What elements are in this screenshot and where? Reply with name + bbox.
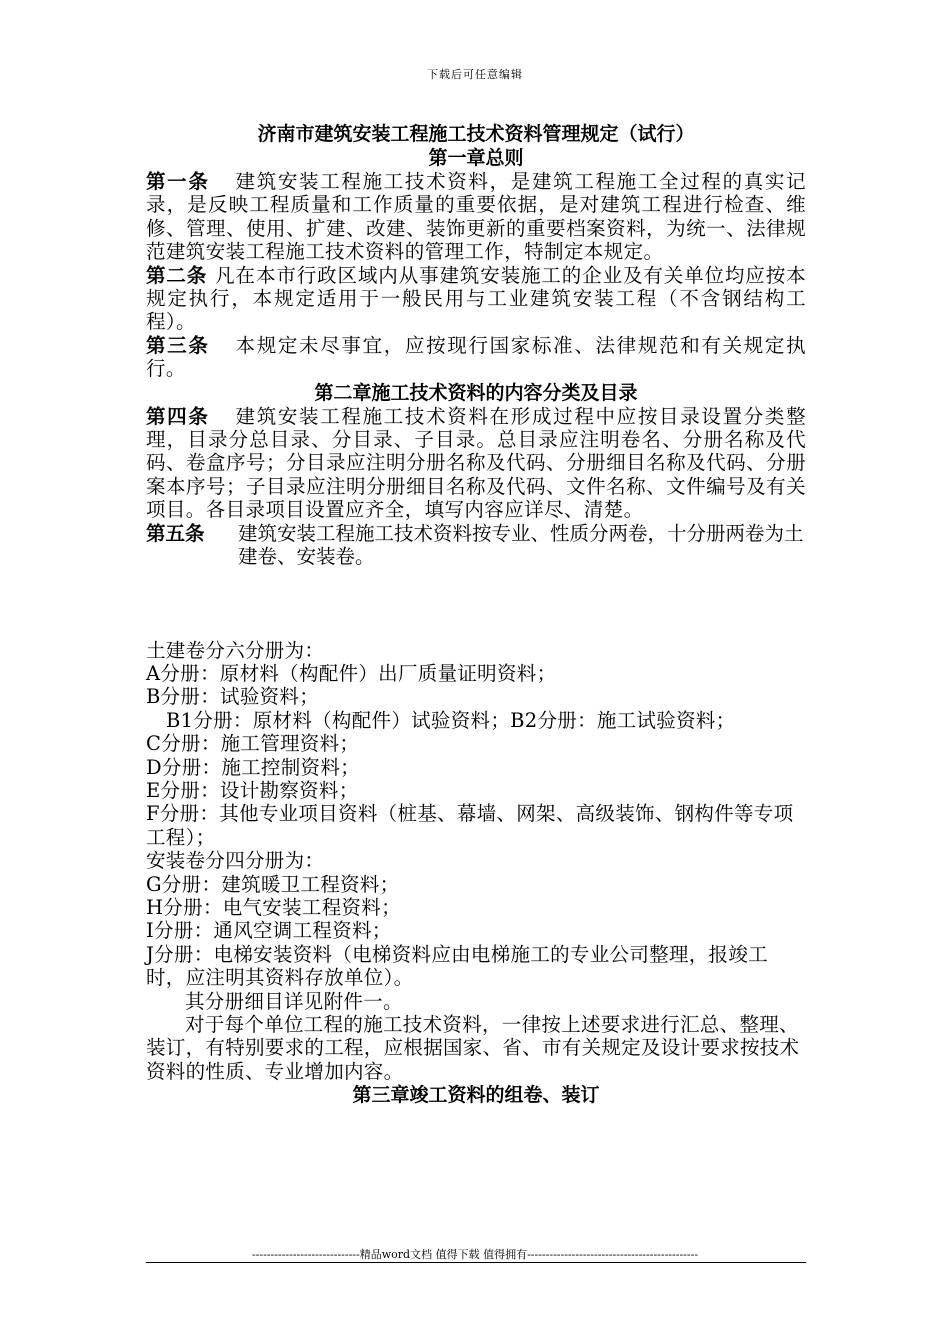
article-2-text: 凡在本市行政区域内从事建筑安装施工的企业及有关单位均应按本规定执行，本规定适用于一般民用与工业建筑安装工程（不含钢结构工程）。 [146,263,806,334]
footer-note: -----------------------------精品word文档 值得下载 值得拥有---------------------------------------------- [251,1248,699,1261]
document-title: 济南市建筑安装工程施工技术资料管理规定（试行） [257,123,695,145]
list-item-c: C分册：施工管理资料； [146,732,360,756]
article-1 [146,170,806,264]
chapter-1-heading: 第一章总则 [428,147,524,169]
article-4 [146,405,806,522]
list-item-d: D分册：施工控制资料； [146,755,360,779]
list-item-j: J分册：电梯安装资料（电梯资料应由电梯施工的专业公司整理，报竣工时，应注明其资料存放单位）。 [146,942,768,990]
list-item-e: E分册：设计勘察资料； [146,778,359,802]
list-item-h: H分册：电气安装工程资料； [146,895,401,919]
detail-note: 其分册细目详见附件一。 [185,989,403,1013]
article-5-label: 第五条 [146,521,205,545]
article-5-text: 建筑安装工程施工技术资料按专业、性质分两卷，十分册两卷为土建卷、安装卷。 [238,521,804,569]
document-body [146,122,806,1107]
article-3-label: 第三条 [146,333,210,357]
article-4-label: 第四条 [146,404,210,428]
article-3-text: 本规定未尽事宜，应按现行国家标准、法律规范和有关规定执行。 [146,333,806,381]
article-3 [146,334,806,381]
header-note: 下载后可任意编辑 [427,68,523,81]
article-1-text: 建筑安装工程施工技术资料，是建筑工程施工全过程的真实记录，是反映工程质量和工作质量的重要依据，是对建筑工程进行检查、维修、管理、使用、扩建、改建、装饰更新的重要档案资料，为统一、法律规范建筑安装工程施工技术资料的管理工作，特制定本规定。 [146,170,806,264]
civil-volume-intro: 土建卷分六分册为： [146,638,325,662]
chapter-3-heading: 第三章竣工资料的组卷、装订 [352,1084,600,1107]
list-item-i: I分册：通风空调工程资料； [146,919,392,943]
list-item-f: F分册：其他专业项目资料（桩基、幕墙、网架、高级装饰、钢构件等专项工程）； [146,802,794,849]
summary-paragraph: 对于每个单位工程的施工技术资料，一律按上述要求进行汇总、整理、装订，有特别要求的工程，应根据国家、省、市有关规定及设计要求按技术资料的性质、专业增加内容。 [146,1013,800,1083]
article-2-label: 第二条 [146,263,208,287]
list-item-b1-b2: B1分册：原材料（构配件）试验资料；B2分册：施工试验资料； [166,708,736,732]
article-5 [146,522,806,569]
list-item-a: A分册：原材料（构配件）出厂质量证明资料； [146,661,557,685]
blank-space [146,569,806,639]
article-1-label: 第一条 [146,170,210,193]
article-4-text: 建筑安装工程施工技术资料在形成过程中应按目录设置分类整理，目录分总目录、分目录、子目录。总目录应注明卷名、分册名称及代码、卷盒序号；分目录应注明分册名称及代码、分册细目名称及代码、分册案本序号；子目录应注明分册细目名称及代码、文件名称、文件编号及有关项目。各目录项目设置应齐全，填写内容应详尽、清楚。 [146,404,806,522]
footer-divider [146,1262,806,1263]
article-2 [146,264,806,334]
list-item-g: G分册：建筑暖卫工程资料； [146,872,400,896]
chapter-2-heading: 第二章施工技术资料的内容分类及目录 [314,381,638,404]
list-item-b: B分册：试验资料； [146,685,320,709]
install-volume-intro: 安装卷分四分册为： [146,849,325,873]
